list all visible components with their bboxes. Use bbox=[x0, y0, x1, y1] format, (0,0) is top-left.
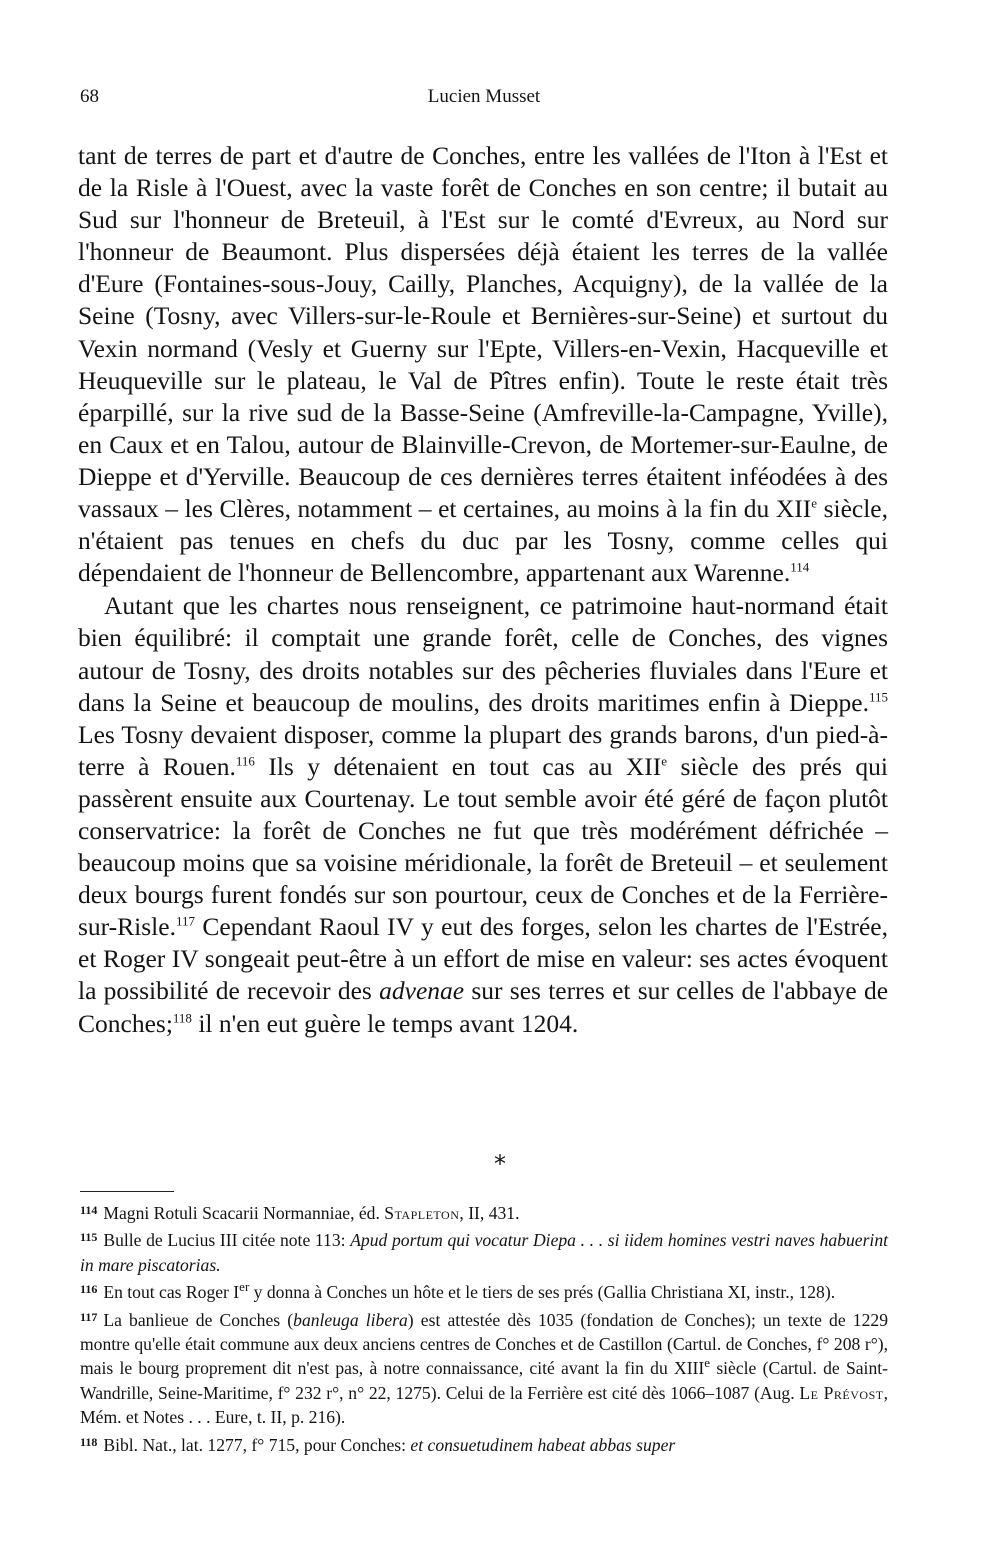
page-number: 68 bbox=[80, 86, 99, 107]
footnote-114 bbox=[80, 1198, 888, 1225]
text-run: y donna à Conches un hôte et le tiers de ses prés (Gallia Christiana XI, instr., 128). bbox=[249, 1282, 836, 1303]
italic-quote: Apud portum qui vocatur Diepa . . . si iidem homines vestri naves habuerint in mare piscatorias. bbox=[80, 1230, 889, 1275]
small-caps-name: Stapleton bbox=[384, 1203, 460, 1223]
superscript: e bbox=[704, 1355, 711, 1371]
footnote-number: 116 bbox=[80, 1282, 98, 1297]
page-header bbox=[80, 86, 888, 116]
footnote-118 bbox=[80, 1430, 888, 1457]
footnote-number: 115 bbox=[80, 1230, 98, 1245]
text-run: tant de terres de part et d'autre de Conches, entre les vallées de l'Iton à l'Est et de la Risle à l'Ouest, avec la vaste forêt de Conches en son centre; il butait au Sud sur l'honneur de Breteuil, à l'Est sur le comté d'Evreux, au Nord sur l'honneur de Beaumont. Plus dispersées déjà étaient les terres de la vallée d'Eure (Fontaines-sous-Jouy, Cailly, Planches, Acquigny), de la vallée de la Seine (Tosny, avec Villers-sur-le-Roule et Bernières-sur-Seine) et surtout du Vexin normand (Vesly et Guerny sur l'Epte, Villers-en-Vexin, Hacqueville et Heuqueville sur le plateau, le Val de Pîtres enfin). Toute le reste était très éparpillé, sur la rive sud de la Basse-Seine (Amfreville-la-Campagne, Yville), en Caux et en Talou, autour de Blainville-Crevon, de Mortemer-sur-Eaulne, de Dieppe et d'Yerville. Beaucoup de ces dernières terres étaitent inféodées à des vassaux – les Clères, notamment – et certaines, au moins à la fin du XII bbox=[78, 141, 888, 524]
text-run: sur ses terres et sur celles de l'abbaye de Conches; bbox=[78, 976, 889, 1038]
paragraph-2 bbox=[78, 590, 888, 1039]
footnote-115 bbox=[80, 1225, 888, 1277]
footnotes bbox=[80, 1198, 888, 1457]
footnote-ref-114: 114 bbox=[790, 559, 810, 575]
text-run: En tout cas Roger I bbox=[103, 1282, 240, 1303]
italic-quote: et consuetudinem habeat abbas super bbox=[410, 1434, 676, 1455]
section-asterism: * bbox=[494, 1150, 506, 1178]
footnote-number: 117 bbox=[80, 1309, 98, 1324]
text-run: Les Tosny devaient disposer, comme la plupart des grands barons, d'un pied-à-terre à Rouen. bbox=[78, 719, 888, 781]
footnote-ref-117: 117 bbox=[175, 913, 195, 929]
footnote-rule bbox=[80, 1191, 174, 1192]
italic-term: advenae bbox=[379, 976, 465, 1006]
text-run: , Mém. et Notes . . . Eure, t. II, p. 216). bbox=[80, 1382, 888, 1428]
footnote-ref-115: 115 bbox=[868, 689, 888, 705]
superscript: e bbox=[661, 753, 668, 769]
text-run: Autant que les chartes nous renseignent, ce patrimoine haut-normand était bien équilibré: il comptait une grande forêt, celle de Conches, des vignes autour de Tosny, des droits notables sur des pêcheries fluviales dans l'Eure et dans la Seine et beaucoup de moulins, des droits maritimes enfin à Dieppe. bbox=[78, 591, 888, 717]
footnote-number: 114 bbox=[80, 1203, 98, 1217]
footnote-ref-116: 116 bbox=[235, 753, 255, 769]
footnote-ref-118: 118 bbox=[172, 1010, 192, 1026]
text-run: il n'en eut guère le temps avant 1204. bbox=[191, 1008, 579, 1038]
footnote-117 bbox=[80, 1305, 888, 1430]
text-run: Cependant Raoul IV y eut des forges, selon les chartes de l'Estrée, et Roger IV songeait peut-être à un effort de mise en valeur: ses actes évoquent la possibilité de recevoir des bbox=[78, 912, 888, 1006]
running-head-author: Lucien Musset bbox=[427, 86, 541, 107]
text-run: siècle des prés qui passèrent ensuite aux Courtenay. Le tout semble avoir été géré de façon plutôt conservatrice: la forêt de Conches ne fut que très modérément défrichée – beaucoup moins que sa voisine méridionale, la forêt de Breteuil – et seulement deux bourgs furent fondés sur son pourtour, ceux de Conches et de la Ferrière-sur-Risle. bbox=[78, 751, 888, 942]
footnote-116 bbox=[80, 1277, 888, 1304]
footnote-number: 118 bbox=[80, 1434, 98, 1449]
paragraph-1 bbox=[78, 140, 888, 589]
superscript: e bbox=[811, 495, 818, 511]
superscript: er bbox=[239, 1279, 250, 1295]
text-run: Magni Rotuli Scacarii Normanniae, éd. bbox=[103, 1203, 385, 1223]
small-caps-name: Le Prévost bbox=[799, 1382, 884, 1403]
text-run: Bulle de Lucius III citée note 113: bbox=[103, 1230, 351, 1251]
italic-term: banleuga libera bbox=[293, 1309, 408, 1330]
text-run: La banlieue de Conches ( bbox=[103, 1309, 294, 1330]
text-run: Ils y détenaient en tout cas au XII bbox=[254, 751, 662, 781]
text-run: ) est attestée dès 1035 (fondation de Conches); un texte de 1229 montre qu'elle était commune aux deux anciens centres de Conches et de Castillon (Cartul. de Conches, f° 208 r°), mais le bourg proprement dit n'est pas, à notre connaissance, cité avant la fin du XIII bbox=[80, 1309, 888, 1379]
text-run: siècle (Cartul. de Saint-Wandrille, Seine-Maritime, f° 232 r°, n° 22, 1275). Celui de la Ferrière est cité dès 1066–1087 (Aug. bbox=[80, 1358, 888, 1403]
main-text bbox=[78, 140, 888, 1040]
text-run: Bibl. Nat., lat. 1277, f° 715, pour Conches: bbox=[103, 1434, 411, 1455]
text-run: , II, 431. bbox=[459, 1203, 520, 1223]
text-run: siècle, n'étaient pas tenues en chefs du duc par les Tosny, comme celles qui dépendaient de l'honneur de Bellencombre, appartenant aux Warenne. bbox=[78, 494, 888, 588]
